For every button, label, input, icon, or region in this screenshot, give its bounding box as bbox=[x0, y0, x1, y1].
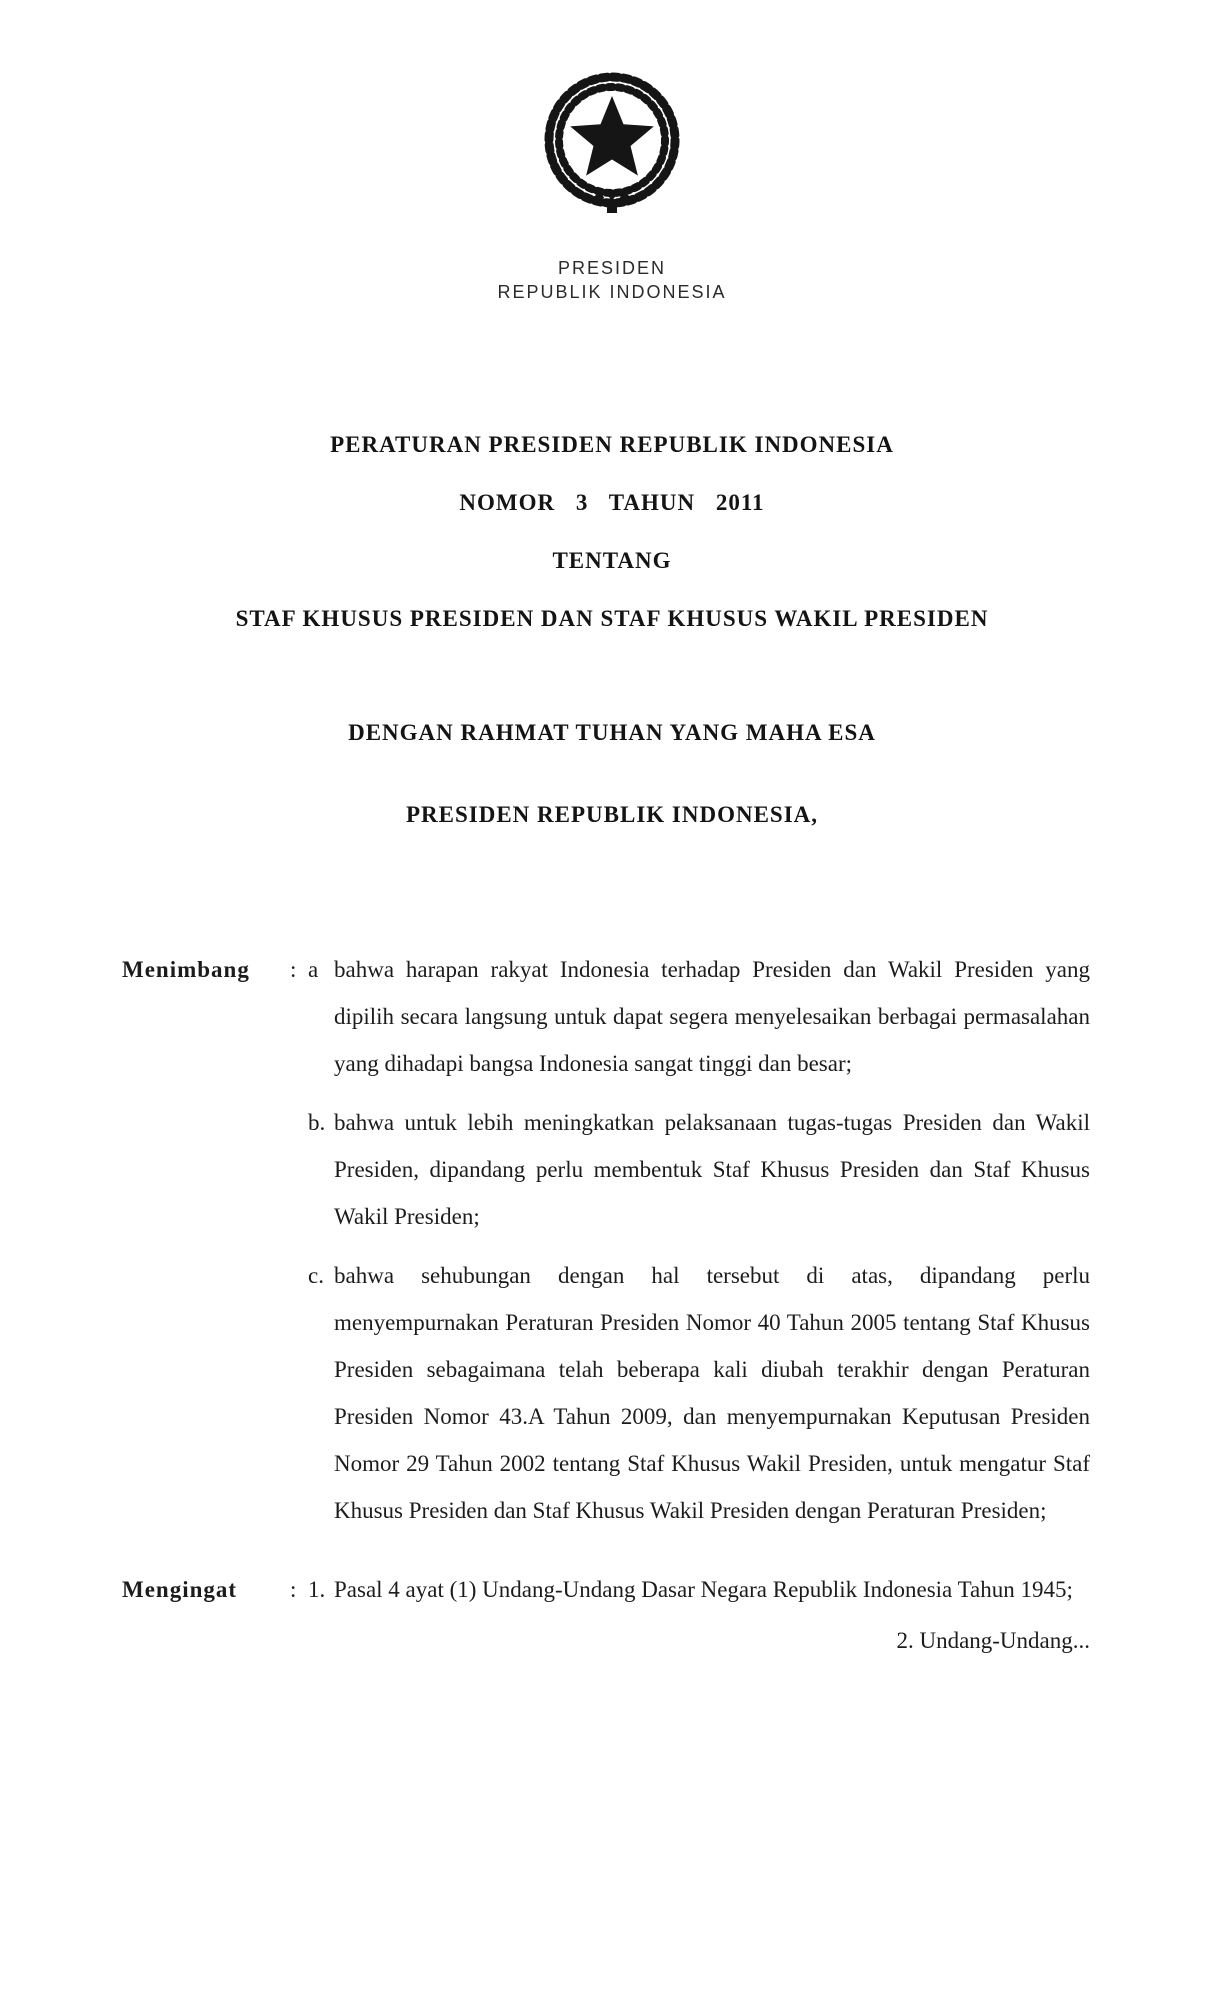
item-marker: b. bbox=[308, 1110, 326, 1135]
presidential-star-wreath-emblem-icon bbox=[537, 62, 687, 227]
mengingat-items bbox=[308, 1566, 1090, 1613]
item-marker: c. bbox=[308, 1263, 324, 1288]
consideration-item-b bbox=[308, 1099, 1090, 1240]
legal-basis-item-1 bbox=[308, 1566, 1090, 1613]
invocation-line: DENGAN RAHMAT TUHAN YANG MAHA ESA bbox=[348, 720, 876, 745]
tentang-line: TENTANG bbox=[552, 548, 672, 573]
title-block bbox=[0, 432, 1224, 828]
clause-label-mengingat: Mengingat bbox=[122, 1577, 238, 1602]
letterhead-text bbox=[0, 256, 1224, 304]
emblem-container bbox=[0, 62, 1224, 232]
item-text: Pasal 4 ayat (1) Undang-Undang Dasar Negara Republik Indonesia Tahun 1945; bbox=[334, 1577, 1073, 1602]
consideration-item-c bbox=[308, 1252, 1090, 1534]
letterhead-republik-indonesia: REPUBLIK INDONESIA bbox=[497, 282, 727, 302]
subject-line: STAF KHUSUS PRESIDEN DAN STAF KHUSUS WAKIL PRESIDEN bbox=[235, 606, 989, 631]
item-marker: a bbox=[308, 957, 319, 982]
page-continuation-catchword: 2. Undang-Undang... bbox=[896, 1628, 1090, 1653]
doc-number-line: NOMOR 3 TAHUN 2011 bbox=[459, 490, 765, 515]
clause-colon: : bbox=[290, 957, 297, 982]
item-text: bahwa harapan rakyat Indonesia terhadap Presiden dan Wakil Presiden yang dipilih secara langsung untuk dapat segera menyelesaikan berbagai permasalahan yang dihadapi bangsa Indonesia sangat tinggi dan besar; bbox=[334, 957, 1090, 1076]
item-marker: 1. bbox=[308, 1577, 326, 1602]
consideration-item-a bbox=[308, 946, 1090, 1087]
doc-title-line: PERATURAN PRESIDEN REPUBLIK INDONESIA bbox=[330, 432, 894, 457]
document-body bbox=[122, 946, 1090, 1613]
issuer-line: PRESIDEN REPUBLIK INDONESIA, bbox=[405, 802, 819, 827]
letterhead bbox=[0, 0, 1224, 304]
clause-colon: : bbox=[290, 1577, 297, 1602]
clause-mengingat bbox=[122, 1566, 1090, 1613]
item-text: bahwa sehubungan dengan hal tersebut di atas, dipandang perlu menyempurnakan Peraturan Presiden Nomor 40 Tahun 2005 tentang Staf Khusus Presiden sebagaimana telah beberapa kali diubah terakhir dengan Peraturan Presiden Nomor 43.A Tahun 2009, dan menyempurnakan Keputusan Presiden Nomor 29 Tahun 2002 tentang Staf Khusus Wakil Presiden, untuk mengatur Staf Khusus Presiden dan Staf Khusus Wakil Presiden dengan Peraturan Presiden; bbox=[334, 1263, 1090, 1523]
clause-label-menimbang: Menimbang bbox=[122, 957, 250, 982]
clause-menimbang bbox=[122, 946, 1090, 1534]
letterhead-presiden: PRESIDEN bbox=[557, 258, 667, 278]
menimbang-items bbox=[308, 946, 1090, 1534]
item-text: bahwa untuk lebih meningkatkan pelaksanaan tugas-tugas Presiden dan Wakil Presiden, dipandang perlu membentuk Staf Khusus Presiden dan Staf Khusus Wakil Presiden; bbox=[334, 1110, 1090, 1229]
